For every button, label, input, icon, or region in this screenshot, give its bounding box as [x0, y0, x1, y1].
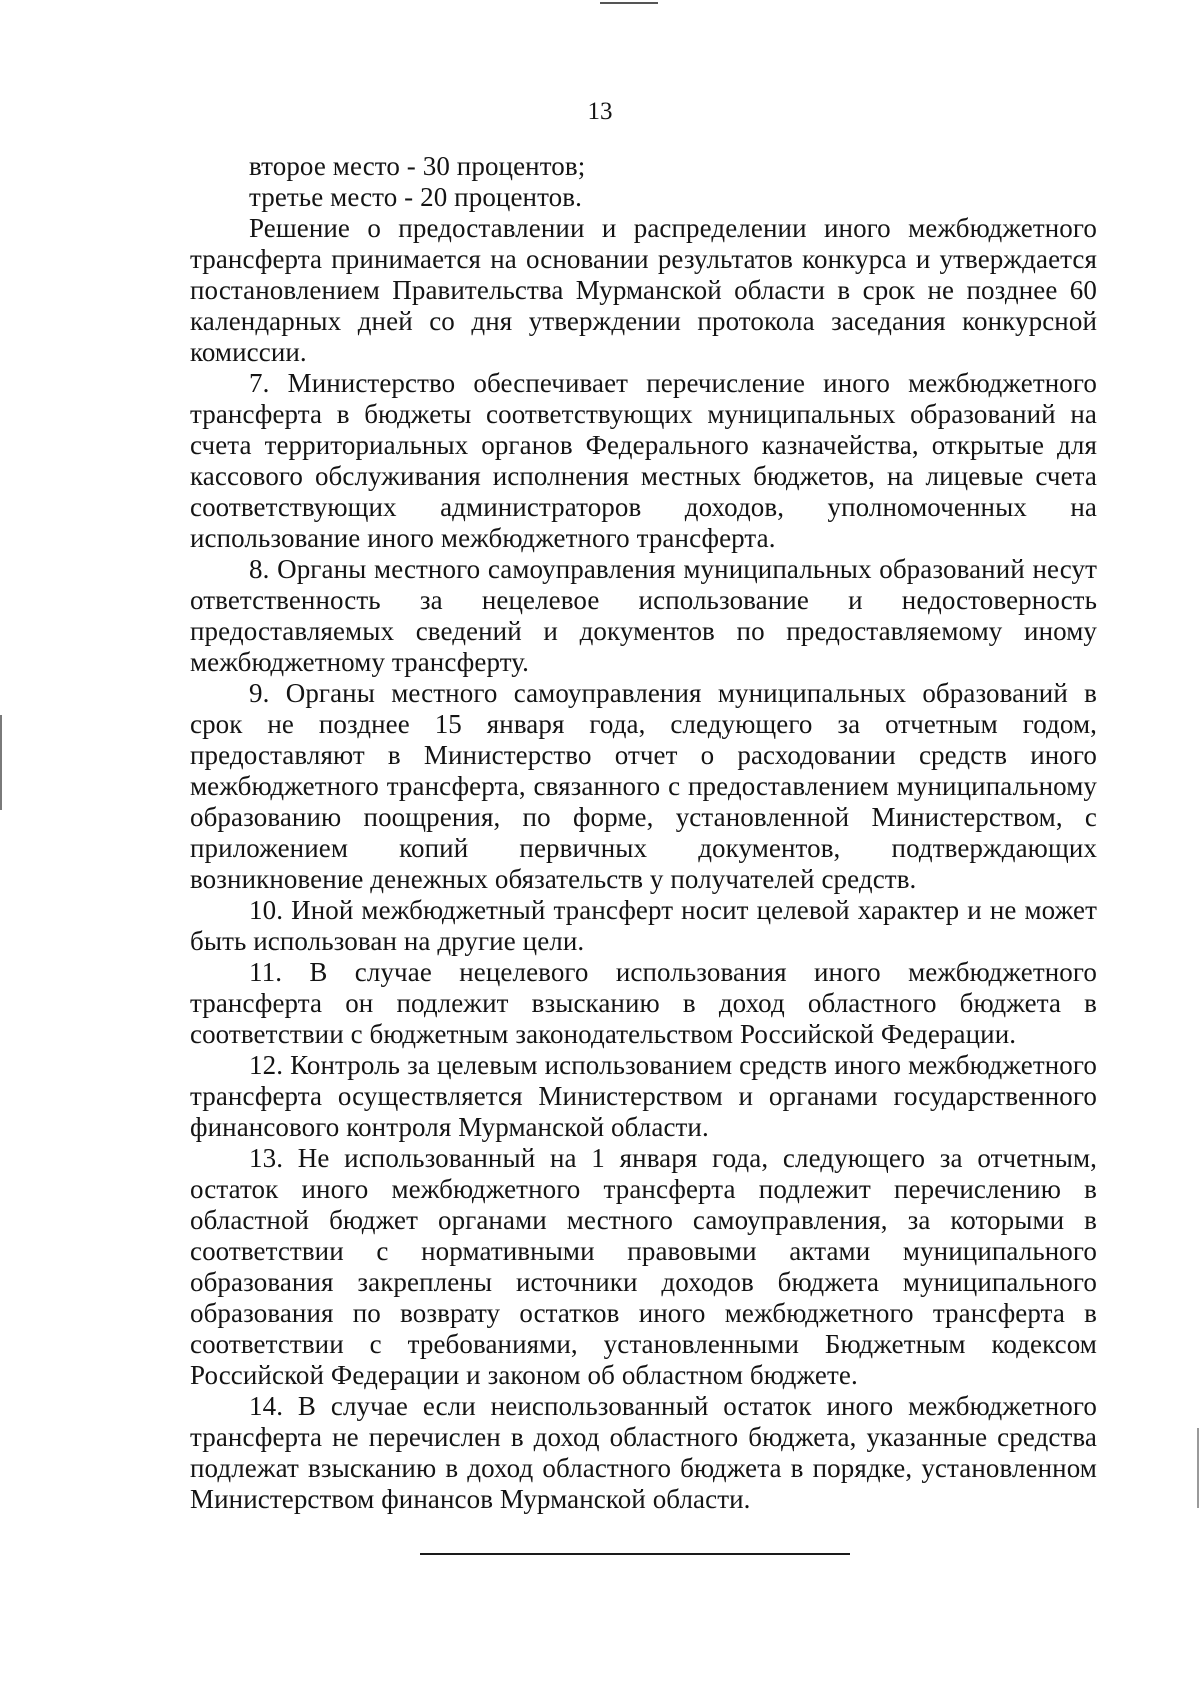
paragraph-item-8: 8. Органы местного самоуправления муниципальных образований несут ответственность за нецелевое использование и недостоверность предоставляемых сведений и документов по предоставляемому иному межбюджетному трансферту. [190, 554, 1097, 677]
document-body [190, 151, 1097, 1515]
scan-edge-mark-right [1197, 1428, 1199, 1508]
paragraph-item-9: 9. Органы местного самоуправления муниципальных образований в срок не позднее 15 января года, следующего за отчетным годом, предоставляют в Министерство отчет о расходовании средств иного межбюджетного трансферта, связанного с предоставлением муниципальному образованию поощрения, по форме, установленной Министерством, с приложением копий первичных документов, подтверждающих возникновение денежных обязательств у получателей средств. [190, 678, 1097, 894]
paragraph-second-place: второе место - 30 процентов; [249, 151, 586, 181]
paragraph-item-12: 12. Контроль за целевым использованием средств иного межбюджетного трансферта осуществляется Министерством и органами государственного финансового контроля Мурманской области. [190, 1050, 1097, 1142]
paragraph-item-10: 10. Иной межбюджетный трансферт носит целевой характер и не может быть использован на другие цели. [190, 895, 1097, 956]
paragraph-decision: Решение о предоставлении и распределении иного межбюджетного трансферта принимается на основании результатов конкурса и утверждается постановлением Правительства Мурманской области в срок не позднее 60 календарных дней со дня утверждении протокола заседания конкурсной комиссии. [190, 213, 1097, 367]
page-number: 13 [587, 98, 613, 125]
closing-rule [420, 1553, 850, 1555]
scan-edge-mark-top [600, 2, 658, 4]
paragraph-item-11: 11. В случае нецелевого использования иного межбюджетного трансферта он подлежит взысканию в доход областного бюджета в соответствии с бюджетным законодательством Российской Федерации. [190, 957, 1097, 1049]
paragraph-item-13: 13. Не использованный на 1 января года, следующего за отчетным, остаток иного межбюджетного трансферта подлежит перечислению в областной бюджет органами местного самоуправления, за которыми в соответствии с нормативными правовыми актами муниципального образования закреплены источники доходов бюджета муниципального образования по возврату остатков иного межбюджетного трансферта в соответствии с требованиями, установленными Бюджетным кодексом Российской Федерации и законом об областном бюджете. [190, 1143, 1097, 1390]
paragraph-item-14: 14. В случае если неиспользованный остаток иного межбюджетного трансферта не перечислен в доход областного бюджета, указанные средства подлежат взысканию в доход областного бюджета в порядке, установленном Министерством финансов Мурманской области. [190, 1391, 1097, 1514]
paragraph-third-place: третье место - 20 процентов. [249, 182, 582, 212]
scan-edge-mark-left [0, 715, 2, 810]
paragraph-item-7: 7. Министерство обеспечивает перечисление иного межбюджетного трансферта в бюджеты соответствующих муниципальных образований на счета территориальных органов Федерального казначейства, открытые для кассового обслуживания исполнения местных бюджетов, на лицевые счета соответствующих администраторов доходов, уполномоченных на использование иного межбюджетного трансферта. [190, 368, 1097, 553]
